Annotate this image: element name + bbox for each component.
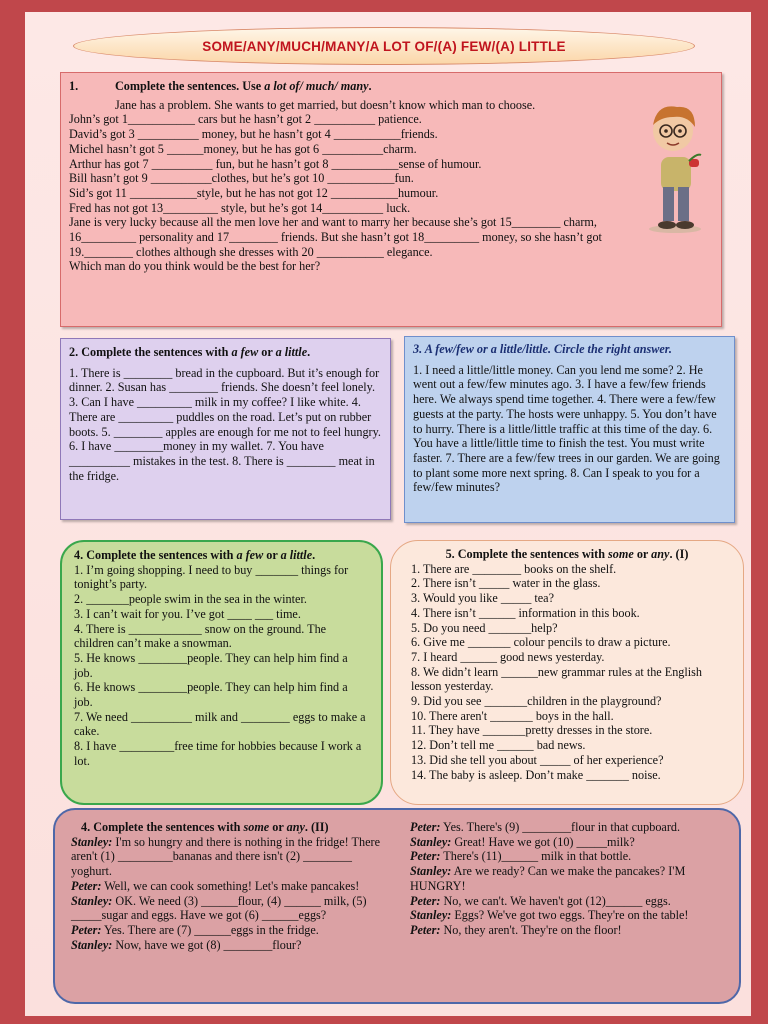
- speaker-name: Peter:: [71, 922, 102, 937]
- sentence-line: 11. They have _______pretty dresses in the store.: [411, 723, 653, 738]
- dialogue-text: Great! Have we got (10) _____milk?: [451, 834, 635, 849]
- exercise-1-lines: [69, 112, 713, 274]
- sentence-line: John’s got 1___________ cars but he hasn’t got 2 __________ patience.: [69, 112, 422, 127]
- sentence-line: 7. I heard ______ good news yesterday.: [411, 649, 605, 664]
- sentence-line: Sid’s got 11 ___________style, but he has not got 12 ___________humour.: [69, 185, 439, 200]
- sentence-line: 2. There isn’t _____ water in the glass.: [411, 576, 601, 591]
- sentence-line: 14. The baby is asleep. Don’t make _______ noise.: [411, 767, 661, 782]
- dialogue-line: [410, 894, 725, 909]
- sentence-line: 3. Would you like _____ tea?: [411, 591, 554, 606]
- sentence-line: 12. Don’t tell me ______ bad news.: [411, 738, 586, 753]
- dialogue-text: No, they aren't. They're on the floor!: [440, 922, 622, 937]
- exercise-1-heading: 1. Complete the sentences. Use a lot of/ much/ many.: [69, 79, 372, 93]
- title-banner: [73, 27, 695, 65]
- dialogue-text: There's (11)______ milk in that bottle.: [440, 849, 632, 864]
- exercise-5: [390, 540, 744, 805]
- speaker-name: Peter:: [410, 849, 441, 864]
- sentence-line: 8. I have _________free time for hobbies because I work a lot.: [74, 739, 362, 768]
- sentence-line: Fred has not got 13_________ style, but he’s got 14__________ luck.: [69, 200, 411, 215]
- sentence-line: Which man do you think would be the best for her?: [69, 259, 321, 274]
- dialogue-line: [71, 879, 386, 894]
- speaker-name: Peter:: [410, 893, 441, 908]
- dialogue-text: Now, have we got (8) ________flour?: [112, 937, 302, 952]
- dialogue-text: Well, we can cook something! Let's make pancakes!: [101, 878, 360, 893]
- exercise-5-heading: 5. Complete the sentences with some or any. (I): [445, 547, 689, 561]
- dialogue-text: I'm so hungry and there is nothing in the fridge! There aren't (1) _________bananas and there isn't (2) ________ yoghurt.: [71, 834, 380, 879]
- exercise-4-heading: 4. Complete the sentences with a few or a little.: [74, 548, 316, 562]
- dialogue-text: Eggs? We've got two eggs. They're on the table!: [451, 908, 689, 923]
- exercise-5-lines: [411, 562, 723, 783]
- dialogue-line: [410, 849, 725, 864]
- sentence-line: 9. Did you see _______children in the playground?: [411, 694, 662, 709]
- sentence-line: 6. Give me _______ colour pencils to draw a picture.: [411, 635, 671, 650]
- exercise-2-body: 1. There is ________ bread in the cupboard. But it’s enough for dinner. 2. Susan has ________ friends. She doesn’t feel lonely. 3. Can I have _________ milk in my coffee? I like white. 4. There are _________ puddles on the road. Let’s put on rubber boots. 5. ________ apples are enough for me not to feel hungry. 6. I have ________money in my wallet. 7. You have __________ mistakes in the test. 8. There is ________ meat in the fridge.: [69, 365, 381, 483]
- sentence-line: Michel hasn’t got 5 ______money, but he has got 6 __________charm.: [69, 141, 417, 156]
- exercise-4: [60, 540, 383, 805]
- exercise-1: [60, 72, 722, 327]
- dialogue-line: [71, 938, 386, 953]
- cartoon-boy-illustration: [637, 95, 713, 235]
- dialogue-left-column: [71, 820, 386, 952]
- worksheet-page: [25, 12, 751, 1016]
- exercise-dialogue-heading: 4. Complete the sentences with some or any. (II): [81, 820, 329, 834]
- exercise-4-lines: [74, 563, 369, 769]
- dialogue-text: Yes. There's (9) ________flour in that cupboard.: [440, 820, 681, 834]
- dialogue-text: No, we can't. We haven't got (12)______ eggs.: [440, 893, 671, 908]
- exercise-dialogue: [53, 808, 741, 1004]
- dialogue-text: Yes. There are (7) ______eggs in the fridge.: [101, 922, 319, 937]
- dialogue-line: [71, 894, 386, 923]
- sentence-line: 13. Did she tell you about _____ of her experience?: [411, 752, 664, 767]
- speaker-name: Peter:: [410, 820, 441, 834]
- sentence-line: 6. He knows ________people. They can help him find a job.: [74, 680, 348, 710]
- speaker-name: Peter:: [410, 922, 441, 937]
- sentence-line: 3. I can’t wait for you. I’ve got ____ ___ time.: [74, 606, 301, 621]
- exercise-1-intro: Jane has a problem. She wants to get married, but doesn’t know which man to choose.: [115, 97, 536, 112]
- sentence-line: 1. I’m going shopping. I need to buy _______ things for tonight’s party.: [74, 562, 349, 592]
- sentence-line: 8. We didn’t learn ______new grammar rules at the English lesson yesterday.: [411, 664, 702, 694]
- sentence-line: David’s got 3 __________ money, but he hasn’t got 4 ___________friends.: [69, 127, 438, 142]
- sentence-line: 5. He knows ________people. They can help him find a job.: [74, 650, 348, 680]
- exercise-3-body: 1. I need a little/little money. Can you lend me some? 2. He went out a few/few minutes ago. 3. I have a few/few friends here. We always spend time together. 4. There were a few/few guests at the party. The hosts were unhappy. 5. You don’t have to hurry. There is a little/little traffic at this time of the day. 6. You have a little/little time to finish the test. You must write faster. 7. There are a few/few trees in our garden. We are going to plant some more next spring. 8. Can I speak to you for a few/few minutes?: [413, 362, 720, 495]
- sentence-line: Jane is very lucky because all the men love her and want to marry her because she’s got 15________ charm,: [69, 215, 597, 230]
- exercise-3: [404, 336, 735, 523]
- sentence-line: 10. There aren't _______ boys in the hall.: [411, 708, 614, 723]
- speaker-name: Stanley:: [71, 834, 113, 849]
- dialogue-text: OK. We need (3) ______flour, (4) ______ milk, (5) _____sugar and eggs. Have we got (6) ______eggs?: [71, 893, 367, 923]
- sentence-line: 4. There is ____________ snow on the ground. The children can’t make a snowman.: [74, 621, 327, 651]
- dialogue-right-column: [410, 820, 725, 938]
- sentence-line: 5. Do you need _______help?: [411, 620, 558, 635]
- dialogue-line: [71, 835, 386, 879]
- sentence-line: Bill hasn’t got 9 __________clothes, but he’s got 10 ___________fun.: [69, 171, 414, 186]
- dialogue-line: [410, 923, 725, 938]
- speaker-name: Peter:: [71, 878, 102, 893]
- speaker-name: Stanley:: [71, 893, 113, 908]
- dialogue-line: [410, 864, 725, 893]
- sentence-line: 7. We need __________ milk and ________ eggs to make a cake.: [74, 709, 366, 739]
- sentence-line: 19.________ clothes although she dresses with 20 ___________ elegance.: [69, 244, 433, 259]
- dialogue-line: [410, 820, 725, 835]
- sentence-line: 2. _______people swim in the sea in the winter.: [74, 592, 307, 607]
- speaker-name: Stanley:: [410, 834, 452, 849]
- sentence-line: 16_________ personality and 17________ friends. But she hasn’t got 18_________ money, so she hasn’t got: [69, 230, 602, 245]
- sentence-line: 4. There isn’t ______ information in this book.: [411, 605, 640, 620]
- dialogue-line: [410, 835, 725, 850]
- exercise-2: [60, 338, 391, 520]
- speaker-name: Stanley:: [410, 908, 452, 923]
- speaker-name: Stanley:: [410, 864, 452, 879]
- speaker-name: Stanley:: [71, 937, 113, 952]
- dialogue-line: [410, 908, 725, 923]
- sentence-line: Arthur has got 7 __________ fun, but he hasn’t got 8 ___________sense of humour.: [69, 156, 482, 171]
- exercise-2-heading: 2. Complete the sentences with a few or a little.: [69, 345, 311, 359]
- exercise-3-heading: 3. A few/few or a little/little. Circle the right answer.: [413, 342, 672, 356]
- page-title: SOME/ANY/MUCH/MANY/A LOT OF/(A) FEW/(A) LITTLE: [202, 38, 566, 54]
- sentence-line: 1. There are ________ books on the shelf.: [411, 561, 617, 576]
- dialogue-text: Are we ready? Can we make the pancakes? I'M HUNGRY!: [410, 864, 686, 893]
- dialogue-line: [71, 923, 386, 938]
